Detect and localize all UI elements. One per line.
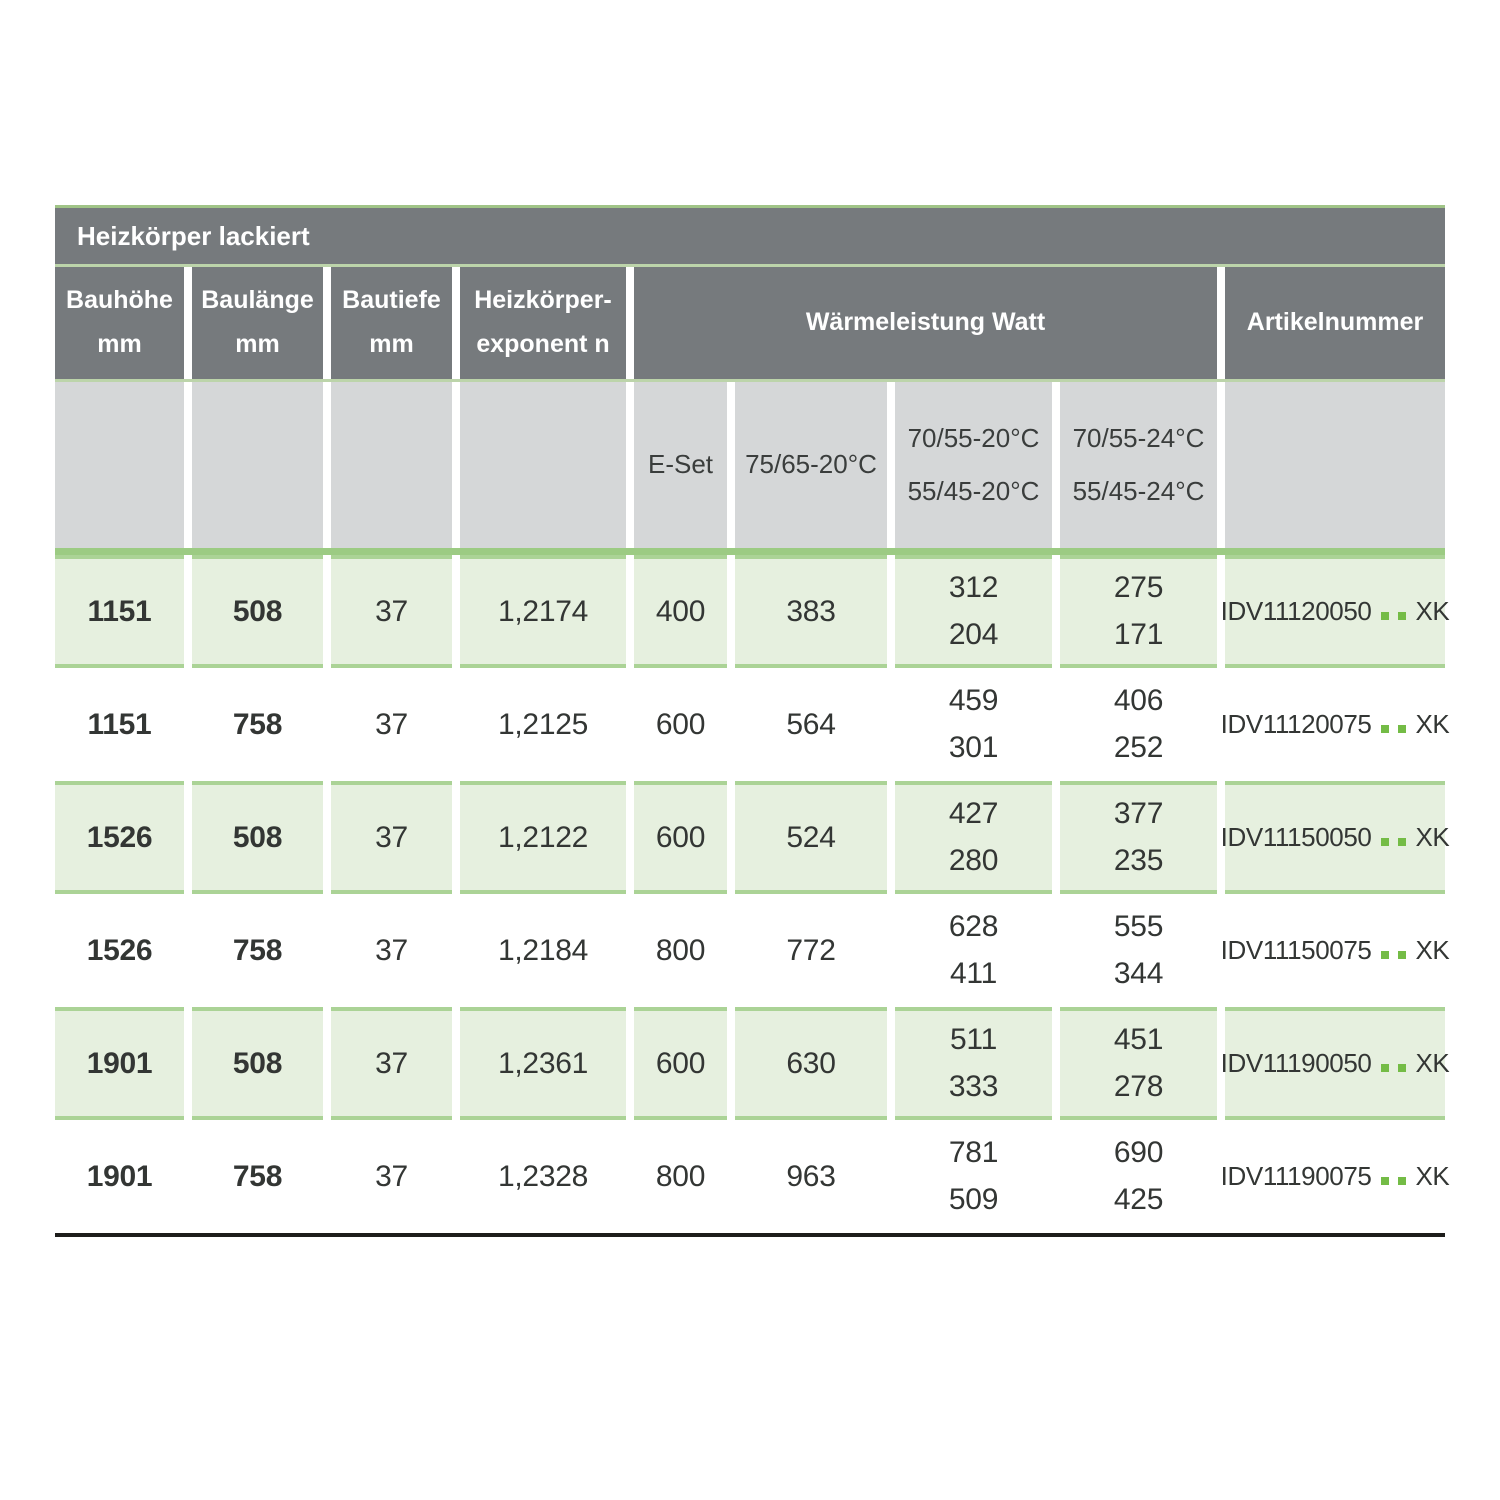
- cell-exponent: 1,2125: [498, 707, 588, 741]
- subheader-label: 70/55-20°C: [907, 422, 1040, 453]
- article-suffix: XK: [1415, 822, 1450, 852]
- watt-value: 344: [1113, 956, 1164, 990]
- cell-exponent: 1,2122: [460, 781, 626, 894]
- table-title: Heizkörper lackiert: [77, 220, 310, 251]
- subheader-70-55-24: [1060, 382, 1217, 548]
- cell-bautiefe: 37: [375, 933, 408, 967]
- cell-bautiefe: 37: [331, 555, 452, 668]
- cell-bautiefe: 37: [375, 1159, 408, 1193]
- col-header-exponent: [460, 267, 626, 379]
- subheader-separator-rule: [55, 548, 1445, 555]
- article-prefix: IDV11190075: [1220, 1161, 1372, 1191]
- cell-watt-7565: 564: [786, 707, 836, 741]
- cell-watt-7055-24: [1060, 894, 1217, 1007]
- cell-watt-7055-24: [1060, 1120, 1217, 1233]
- cell-exponent: 1,2174: [460, 555, 626, 668]
- watt-value: 451: [1113, 1023, 1164, 1056]
- watt-value: 425: [1113, 1182, 1164, 1216]
- subheader-75-65: [735, 382, 887, 548]
- article-prefix: IDV11150075: [1220, 935, 1372, 965]
- cell-eset: 600: [634, 1007, 727, 1120]
- watt-value: 252: [1113, 730, 1164, 764]
- watt-value: 280: [948, 843, 999, 877]
- cell-bauhoehe: 1901: [55, 1007, 184, 1120]
- color-code-dots: [1371, 596, 1406, 626]
- cell-exponent: 1,2184: [498, 933, 588, 967]
- table-row: [55, 555, 1450, 668]
- cell-watt-7565: 524: [735, 781, 887, 894]
- cell-watt-7055-20: [895, 668, 1052, 781]
- article-prefix: IDV11120075: [1220, 709, 1372, 739]
- subheader-label: 70/55-24°C: [1072, 422, 1205, 453]
- col-header-line: Artikelnummer: [1246, 308, 1424, 337]
- subheader-empty-baulaenge: [192, 382, 323, 548]
- subheader-label: 75/65-20°C: [745, 449, 877, 480]
- col-header-line: Baulänge: [201, 286, 314, 315]
- color-code-dots: [1371, 935, 1406, 965]
- color-code-dots: [1371, 1048, 1406, 1078]
- table-row: [55, 781, 1450, 894]
- watt-value: 427: [948, 797, 999, 830]
- article-suffix: XK: [1415, 709, 1450, 739]
- watt-value: 275: [1113, 571, 1164, 604]
- watt-value: 781: [948, 1136, 999, 1169]
- subheader-empty-bautiefe: [331, 382, 452, 548]
- article-number: [1221, 1161, 1450, 1192]
- col-header-bautiefe: [331, 267, 452, 379]
- article-suffix: XK: [1415, 935, 1450, 965]
- watt-value: 690: [1113, 1136, 1164, 1169]
- column-header-row: [55, 267, 1445, 379]
- subheader-empty-bauhoehe: [55, 382, 184, 548]
- cell-baulaenge: 508: [192, 781, 323, 894]
- cell-bautiefe: 37: [331, 1007, 452, 1120]
- table-row: [55, 1120, 1450, 1233]
- cell-baulaenge: 758: [232, 933, 283, 967]
- col-header-line: Wärmeleistung Watt: [805, 308, 1046, 337]
- col-header-bauhoehe: [55, 267, 184, 379]
- watt-value: 406: [1113, 684, 1164, 717]
- cell-eset: 800: [655, 933, 706, 967]
- watt-value: 511: [950, 1023, 997, 1056]
- cell-eset: 800: [655, 1159, 706, 1193]
- table-row: [55, 1007, 1450, 1120]
- color-code-dots: [1371, 822, 1406, 852]
- cell-watt-7055-20: [895, 1120, 1052, 1233]
- article-number: [1221, 596, 1450, 627]
- cell-artikelnummer: [1220, 555, 1450, 668]
- cell-watt-7565: 963: [786, 1159, 836, 1193]
- col-header-line: mm: [235, 330, 280, 358]
- col-header-line: Bautiefe: [342, 286, 441, 315]
- cell-baulaenge: 758: [232, 1159, 283, 1193]
- col-header-artikelnummer: [1225, 267, 1445, 379]
- cell-watt-7055-20: [895, 781, 1052, 894]
- radiator-spec-table: [55, 205, 1450, 1237]
- cell-baulaenge: 758: [232, 707, 283, 741]
- cell-baulaenge: 508: [192, 1007, 323, 1120]
- cell-eset: 600: [634, 781, 727, 894]
- cell-exponent: 1,2361: [460, 1007, 626, 1120]
- cell-watt-7055-20: [895, 894, 1052, 1007]
- cell-bauhoehe: 1151: [87, 707, 152, 741]
- article-number: [1221, 822, 1450, 853]
- color-code-dots: [1371, 1161, 1406, 1191]
- watt-value: 204: [948, 617, 999, 651]
- subheader-empty-artikelnummer: [1225, 382, 1445, 548]
- article-number: [1221, 1048, 1450, 1079]
- article-prefix: IDV11190050: [1220, 1048, 1372, 1078]
- cell-watt-7565: 772: [786, 933, 836, 967]
- cell-watt-7055-24: [1060, 555, 1217, 668]
- subheader-label: 55/45-20°C: [907, 476, 1040, 506]
- col-header-line: exponent n: [476, 330, 610, 358]
- cell-eset: 400: [634, 555, 727, 668]
- cell-baulaenge: 508: [192, 555, 323, 668]
- article-number: [1221, 709, 1450, 740]
- cell-bauhoehe: 1151: [55, 555, 184, 668]
- subheader-label: 55/45-24°C: [1072, 476, 1205, 506]
- watt-value: 628: [948, 910, 999, 943]
- cell-watt-7565: 383: [735, 555, 887, 668]
- watt-value: 377: [1113, 797, 1164, 830]
- watt-value: 171: [1113, 617, 1164, 651]
- article-number: [1221, 935, 1450, 966]
- watt-value: 301: [948, 730, 999, 764]
- watt-value: 509: [948, 1182, 999, 1216]
- cell-bautiefe: 37: [375, 707, 408, 741]
- cell-watt-7055-20: [895, 1007, 1052, 1120]
- cell-bauhoehe: 1901: [86, 1159, 153, 1193]
- cell-watt-7055-24: [1060, 668, 1217, 781]
- table-row: [55, 668, 1450, 781]
- watt-value: 235: [1113, 843, 1164, 877]
- col-header-line: mm: [369, 330, 414, 358]
- color-code-dots: [1371, 709, 1406, 739]
- cell-watt-7565: 630: [735, 1007, 887, 1120]
- subheader-label: E-Set: [647, 449, 714, 480]
- article-suffix: XK: [1415, 1048, 1450, 1078]
- watt-value: 312: [948, 571, 999, 604]
- article-suffix: XK: [1415, 596, 1450, 626]
- watt-value: 333: [948, 1069, 999, 1103]
- cell-watt-7055-24: [1060, 781, 1217, 894]
- subheader-70-55-20: [895, 382, 1052, 548]
- watt-value: 555: [1113, 910, 1164, 943]
- table-title-bar: [55, 208, 1445, 264]
- cell-artikelnummer: [1220, 1007, 1450, 1120]
- cell-artikelnummer: [1220, 1120, 1450, 1233]
- cell-artikelnummer: [1220, 781, 1450, 894]
- cell-watt-7055-24: [1060, 1007, 1217, 1120]
- col-header-line: Heizkörper-: [474, 286, 612, 315]
- watt-value: 411: [950, 956, 997, 990]
- cell-eset: 600: [655, 707, 706, 741]
- cell-bautiefe: 37: [331, 781, 452, 894]
- cell-bauhoehe: 1526: [86, 933, 153, 967]
- subheader-empty-exponent: [460, 382, 626, 548]
- watt-value: 278: [1113, 1069, 1164, 1103]
- article-prefix: IDV11120050: [1220, 596, 1372, 626]
- cell-exponent: 1,2328: [498, 1159, 588, 1193]
- article-prefix: IDV11150050: [1220, 822, 1372, 852]
- table-bottom-rule: [55, 1233, 1445, 1237]
- article-suffix: XK: [1415, 1161, 1450, 1191]
- subheader-eset: [634, 382, 727, 548]
- col-header-line: Bauhöhe: [66, 286, 173, 315]
- cell-artikelnummer: [1220, 668, 1450, 781]
- col-header-baulaenge: [192, 267, 323, 379]
- col-header-waermeleistung: [634, 267, 1217, 379]
- cell-bauhoehe: 1526: [55, 781, 184, 894]
- col-header-line: mm: [97, 330, 142, 358]
- cell-watt-7055-20: [895, 555, 1052, 668]
- subheader-row: [55, 382, 1445, 548]
- watt-value: 459: [948, 684, 999, 717]
- table-row: [55, 894, 1450, 1007]
- cell-artikelnummer: [1220, 894, 1450, 1007]
